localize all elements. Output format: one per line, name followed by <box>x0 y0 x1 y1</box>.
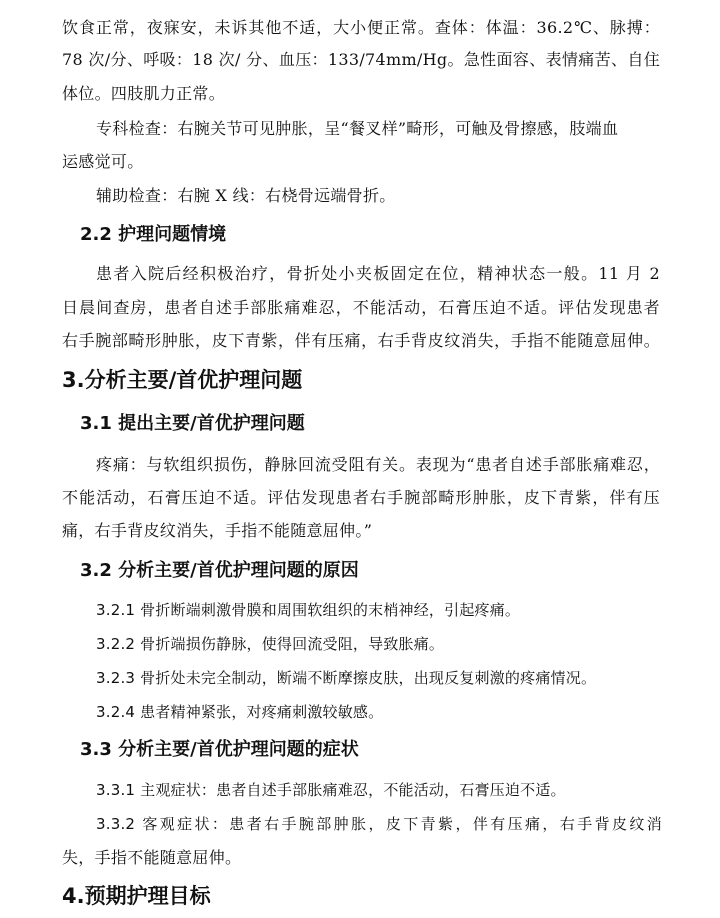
list-item: 3.3.1 主观症状：患者自述手部胀痛难忍，不能活动，石膏压迫不适。 <box>96 781 566 799</box>
section-heading: 2.2 护理问题情境 <box>80 224 227 245</box>
list-item: 3.3.2 客观症状：患者右手腕部肿胀，皮下青紫，伴有压痛，右手背皮纹消 <box>96 815 662 833</box>
chapter-heading: 3.分析主要/首优护理问题 <box>62 368 303 392</box>
paragraph-line: 体位。四肢肌力正常。 <box>62 84 226 103</box>
list-item: 3.2.3 骨折处未完全制动，断端不断摩擦皮肤，出现反复刺激的疼痛情况。 <box>96 669 597 687</box>
section-heading: 3.2 分析主要/首优护理问题的原因 <box>80 560 359 581</box>
paragraph-line: 痛，右手背皮纹消失，手指不能随意屈伸。” <box>62 521 373 540</box>
paragraph-line: 右手腕部畸形肿胀，皮下青紫，伴有压痛，右手背皮纹消失，手指不能随意屈伸。 <box>62 331 660 350</box>
section-heading: 3.3 分析主要/首优护理问题的症状 <box>80 739 359 760</box>
list-item: 3.2.4 患者精神紧张，对疼痛刺激较敏感。 <box>96 703 384 721</box>
paragraph-line: 疼痛：与软组织损伤，静脉回流受阻有关。表现为“患者自述手部胀痛难忍， <box>96 455 660 474</box>
paragraph-line: 日晨间查房，患者自述手部胀痛难忍，不能活动，石膏压迫不适。评估发现患者 <box>62 298 660 317</box>
paragraph-line: 辅助检查：右腕 X 线：右桡骨远端骨折。 <box>96 186 396 205</box>
paragraph-line: 78 次/分、呼吸：18 次/ 分、血压：133/74mm/Hg。急性面容、表情痛苦、自住 <box>62 50 660 69</box>
chapter-heading: 4.预期护理目标 <box>62 884 211 908</box>
paragraph-line: 失，手指不能随意屈伸。 <box>62 848 242 867</box>
paragraph-line: 患者入院后经积极治疗，骨折处小夹板固定在位，精神状态一般。11 月 2 <box>96 264 660 283</box>
list-item: 3.2.1 骨折断端刺激骨膜和周围软组织的末梢神经，引起疼痛。 <box>96 601 521 619</box>
section-heading: 3.1 提出主要/首优护理问题 <box>80 413 305 434</box>
paragraph-line: 饮食正常，夜寐安，未诉其他不适，大小便正常。查体：体温：36.2℃、脉搏： <box>62 18 660 37</box>
paragraph-line: 不能活动，石膏压迫不适。评估发现患者右手腕部畸形肿胀，皮下青紫，伴有压 <box>62 488 660 507</box>
list-item: 3.2.2 骨折端损伤静脉，使得回流受阻，导致胀痛。 <box>96 635 445 653</box>
paragraph-line: 运感觉可。 <box>62 152 144 171</box>
paragraph-line: 专科检查：右腕关节可见肿胀，呈“餐叉样”畸形，可触及骨擦感，肢端血 <box>96 119 619 138</box>
